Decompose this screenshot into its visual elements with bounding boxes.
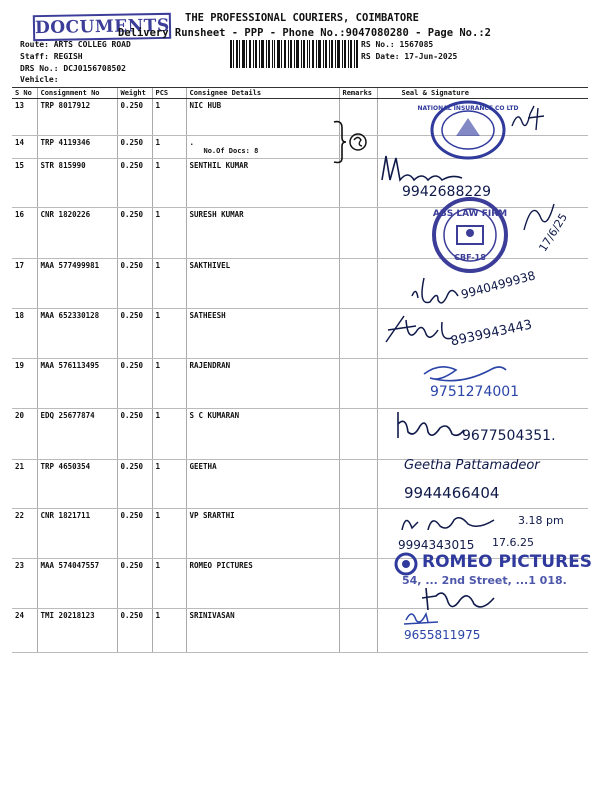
cell-sno: 20 bbox=[12, 409, 37, 460]
row24-signature bbox=[402, 606, 442, 626]
law-firm-code: CBF-18 bbox=[454, 253, 486, 262]
staff-label: Staff: REGISH bbox=[20, 52, 83, 61]
cell-consignment: EDQ 25677874 bbox=[37, 409, 117, 460]
cell-sno: 18 bbox=[12, 309, 37, 359]
cell-sno: 23 bbox=[12, 559, 37, 609]
rs-date-label: RS Date: 17-Jun-2025 bbox=[361, 52, 458, 61]
cell-weight: 0.250 bbox=[117, 136, 152, 159]
cell-remarks bbox=[339, 309, 377, 359]
runsheet-subtitle: Delivery Runsheet - PPP - Phone No.:9047080280 - Page No.:2 bbox=[118, 27, 491, 39]
cell-pcs: 1 bbox=[152, 259, 186, 309]
consignee-value: . bbox=[189, 138, 195, 147]
cell-consignment: TMI 20218123 bbox=[37, 609, 117, 653]
cell-weight: 0.250 bbox=[117, 208, 152, 259]
cell-pcs: 1 bbox=[152, 509, 186, 559]
row22-time: 3.18 pm bbox=[518, 514, 564, 527]
cell-sno: 19 bbox=[12, 359, 37, 409]
romeo-logo-icon bbox=[392, 552, 420, 576]
cell-remarks bbox=[339, 559, 377, 609]
row15-phone: 9942688229 bbox=[402, 184, 492, 200]
cell-pcs: 1 bbox=[152, 159, 186, 208]
vehicle-label: Vehicle: bbox=[20, 75, 59, 84]
route-label: Route: ARTS COLLEG ROAD bbox=[20, 40, 131, 49]
row24-phone: 9655811975 bbox=[404, 628, 481, 642]
cell-pcs: 1 bbox=[152, 460, 186, 509]
cell-weight: 0.250 bbox=[117, 99, 152, 136]
row21-phone: 9944466404 bbox=[404, 484, 500, 502]
cell-consignee bbox=[186, 136, 339, 159]
col-remarks: Remarks bbox=[339, 88, 377, 99]
national-seal-text: NATIONAL INSURANCE CO LTD bbox=[417, 105, 519, 112]
col-sno: S No bbox=[12, 88, 37, 99]
cell-consignment: TRP 4650354 bbox=[37, 460, 117, 509]
table-header-row bbox=[12, 88, 588, 99]
cell-consignee: SENTHIL KUMAR bbox=[186, 159, 339, 208]
remarks-bracket-mark bbox=[330, 118, 370, 166]
row22-date: 17.6.25 bbox=[492, 536, 534, 549]
cell-remarks bbox=[339, 509, 377, 559]
cell-sno: 14 bbox=[12, 136, 37, 159]
cell-weight: 0.250 bbox=[117, 259, 152, 309]
cell-weight: 0.250 bbox=[117, 609, 152, 653]
law-firm-text: ABS LAW FIRM bbox=[432, 209, 508, 219]
cell-consignee: SATHEESH bbox=[186, 309, 339, 359]
cell-pcs: 1 bbox=[152, 359, 186, 409]
cell-remarks bbox=[339, 259, 377, 309]
cell-consignee: NIC HUB bbox=[186, 99, 339, 136]
cell-consignment: TRP 4119346 bbox=[37, 136, 117, 159]
cell-pcs: 1 bbox=[152, 309, 186, 359]
cell-consignee: SURESH KUMAR bbox=[186, 208, 339, 259]
cell-pcs: 1 bbox=[152, 136, 186, 159]
cell-pcs: 1 bbox=[152, 99, 186, 136]
cell-pcs: 1 bbox=[152, 208, 186, 259]
row18-signature bbox=[382, 312, 462, 352]
cell-weight: 0.250 bbox=[117, 460, 152, 509]
row17-phone: 9940499938 bbox=[459, 268, 537, 302]
row17-signature bbox=[408, 272, 466, 310]
cell-sno: 21 bbox=[12, 460, 37, 509]
no-of-docs-label: No.Of Docs: 8 bbox=[203, 147, 259, 155]
documents-stamp: DOCUMENTS bbox=[33, 13, 171, 41]
cell-consignee: VP SRARTHI bbox=[186, 509, 339, 559]
cell-consignment: TRP 8017912 bbox=[37, 99, 117, 136]
cell-remarks bbox=[339, 460, 377, 509]
cell-pcs: 1 bbox=[152, 609, 186, 653]
abs-law-firm-seal bbox=[420, 196, 520, 274]
cell-consignment: MAA 652330128 bbox=[37, 309, 117, 359]
barcode bbox=[230, 40, 358, 68]
cell-consignee: ROMEO PICTURES bbox=[186, 559, 339, 609]
romeo-stamp-address: 54, ... 2nd Street, ...1 018. bbox=[402, 574, 567, 587]
drs-label: DRS No.: DCJ0156708502 bbox=[20, 64, 126, 73]
cell-sno: 17 bbox=[12, 259, 37, 309]
cell-pcs: 1 bbox=[152, 409, 186, 460]
cell-consignment: CNR 1821711 bbox=[37, 509, 117, 559]
row18-phone: 8939943443 bbox=[449, 317, 534, 350]
row16-date: 17/6/25 bbox=[536, 211, 570, 254]
cell-weight: 0.250 bbox=[117, 359, 152, 409]
row20-phone: 9677504351. bbox=[462, 428, 556, 444]
col-pcs: PCS bbox=[152, 88, 186, 99]
cell-remarks bbox=[339, 409, 377, 460]
cell-weight: 0.250 bbox=[117, 159, 152, 208]
col-signature: Seal & Signature bbox=[377, 88, 588, 99]
cell-consignee: RAJENDRAN bbox=[186, 359, 339, 409]
row22-signature bbox=[398, 510, 508, 536]
cell-sno: 24 bbox=[12, 609, 37, 653]
table-row bbox=[12, 609, 588, 653]
cell-consignment: MAA 577499981 bbox=[37, 259, 117, 309]
cell-weight: 0.250 bbox=[117, 409, 152, 460]
cell-consignee: S C KUMARAN bbox=[186, 409, 339, 460]
col-consignee: Consignee Details bbox=[186, 88, 339, 99]
cell-sno: 15 bbox=[12, 159, 37, 208]
cell-consignee: GEETHA bbox=[186, 460, 339, 509]
company-title: THE PROFESSIONAL COURIERS, COIMBATORE bbox=[185, 12, 419, 24]
cell-consignment: MAA 574047557 bbox=[37, 559, 117, 609]
cell-consignee: SAKTHIVEL bbox=[186, 259, 339, 309]
row13-signature bbox=[510, 104, 548, 134]
row19-phone: 9751274001 bbox=[430, 384, 520, 400]
cell-sno: 13 bbox=[12, 99, 37, 136]
rs-no-label: RS No.: 1567085 bbox=[361, 40, 434, 49]
cell-pcs: 1 bbox=[152, 559, 186, 609]
cell-weight: 0.250 bbox=[117, 509, 152, 559]
row22-phone: 9994343015 bbox=[398, 538, 475, 552]
cell-weight: 0.250 bbox=[117, 309, 152, 359]
cell-remarks bbox=[339, 609, 377, 653]
cell-remarks bbox=[339, 359, 377, 409]
cell-weight: 0.250 bbox=[117, 559, 152, 609]
cell-consignment: STR 815990 bbox=[37, 159, 117, 208]
row21-name: Geetha Pattamadeor bbox=[404, 458, 540, 473]
romeo-stamp-name: ROMEO PICTURES bbox=[422, 552, 593, 572]
cell-remarks bbox=[339, 208, 377, 259]
cell-consignment: MAA 576113495 bbox=[37, 359, 117, 409]
cell-sno: 16 bbox=[12, 208, 37, 259]
col-consignment: Consignment No bbox=[37, 88, 117, 99]
cell-sno: 22 bbox=[12, 509, 37, 559]
col-weight: Weight bbox=[117, 88, 152, 99]
cell-consignee: SRINIVASAN bbox=[186, 609, 339, 653]
cell-consignment: CNR 1820226 bbox=[37, 208, 117, 259]
